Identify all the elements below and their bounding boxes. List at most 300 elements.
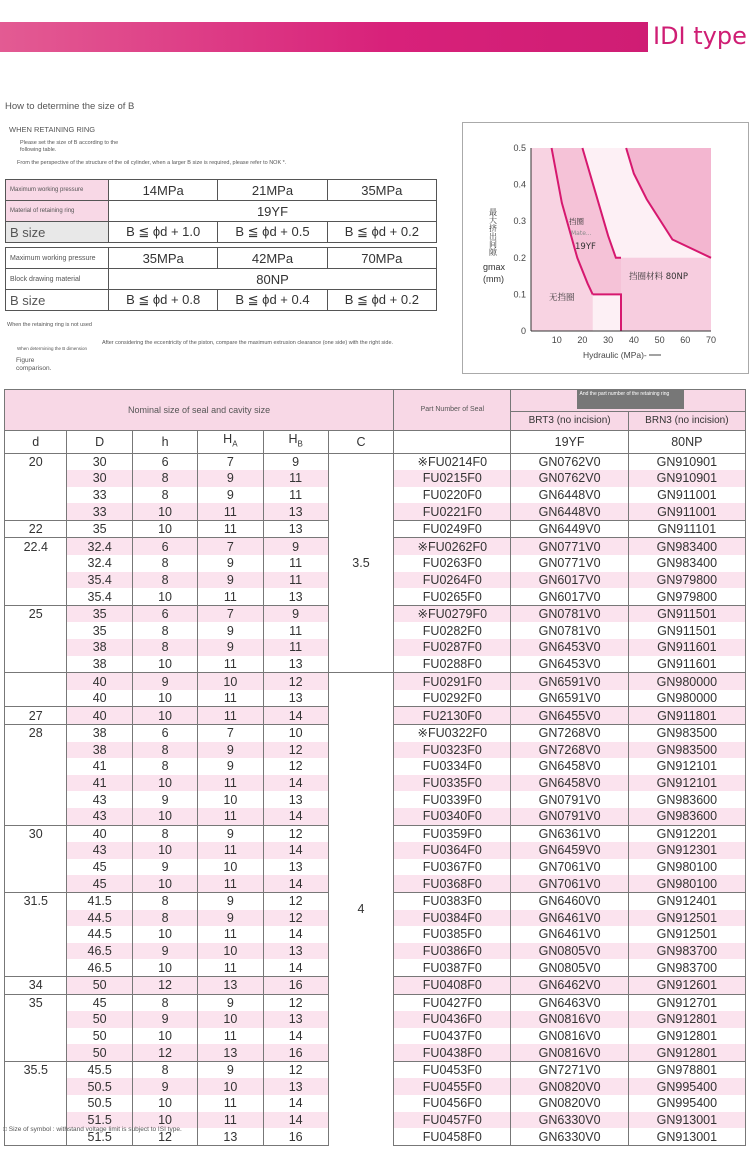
table-cell: 13 [263, 943, 328, 960]
table-cell: GN980100 [628, 875, 745, 892]
row-label: Maximum working pressure [6, 180, 109, 201]
table-cell: 10 [132, 808, 197, 825]
table-cell: 45 [67, 994, 132, 1011]
table-cell: 8 [132, 639, 197, 656]
d-cell: 35.5 [5, 1061, 67, 1078]
table-cell: 10 [132, 707, 197, 725]
table-cell: 12 [132, 1128, 197, 1145]
table-cell: GN979800 [628, 588, 745, 605]
d-cell: 22 [5, 520, 67, 538]
d-cell [5, 943, 67, 960]
table-cell: 45 [67, 859, 132, 876]
table-cell: GN910901 [628, 453, 745, 470]
pressure-cell: 14MPa [109, 180, 218, 201]
table-cell: GN0805V0 [511, 959, 628, 976]
material-cell: 80NP [109, 269, 437, 290]
table-cell: GN912601 [628, 976, 745, 994]
table-cell: 12 [263, 825, 328, 842]
table-cell: 9 [198, 758, 263, 775]
table-cell: GN6448V0 [511, 503, 628, 520]
table-cell: GN912501 [628, 910, 745, 927]
table-cell: GN0781V0 [511, 605, 628, 622]
table-cell: 9 [263, 538, 328, 555]
table-cell: GN6449V0 [511, 520, 628, 538]
table-cell: GN978801 [628, 1061, 745, 1078]
table-cell: 11 [198, 503, 263, 520]
table-cell: 14 [263, 875, 328, 892]
table-cell: 14 [263, 707, 328, 725]
table-cell: 44.5 [67, 910, 132, 927]
table-cell: 8 [132, 742, 197, 759]
table-cell: 9 [132, 943, 197, 960]
table-cell: GN983600 [628, 808, 745, 825]
table-cell: GN6460V0 [511, 892, 628, 909]
table-cell: GN0771V0 [511, 555, 628, 572]
table-cell: GN6330V0 [511, 1128, 628, 1145]
table-cell: FU0215F0 [394, 470, 511, 487]
retaining-ring-header [511, 390, 746, 412]
table-cell: 13 [198, 1044, 263, 1061]
d-cell [5, 503, 67, 520]
table-cell: 9 [198, 487, 263, 504]
d-cell: 35 [5, 994, 67, 1011]
table-cell: GN0816V0 [511, 1011, 628, 1028]
table-cell: GN911801 [628, 707, 745, 725]
table-cell: GN0805V0 [511, 943, 628, 960]
table-cell: FU0438F0 [394, 1044, 511, 1061]
table-cell: GN911101 [628, 520, 745, 538]
row-label: B size [6, 290, 109, 311]
table-cell: GN0762V0 [511, 453, 628, 470]
d-cell [5, 1078, 67, 1095]
d-cell: 31.5 [5, 892, 67, 909]
table-cell: GN6459V0 [511, 842, 628, 859]
table-cell: 32.4 [67, 538, 132, 555]
table-cell: 30 [67, 470, 132, 487]
part-col-empty [394, 431, 511, 454]
table-cell: 11 [198, 1112, 263, 1129]
table-cell: 11 [198, 775, 263, 792]
table-row [5, 673, 746, 690]
table-cell: 11 [198, 588, 263, 605]
table-cell: FU0339F0 [394, 791, 511, 808]
table-cell: 12 [132, 976, 197, 994]
table-cell: GN980000 [628, 690, 745, 707]
table-cell: GN912401 [628, 892, 745, 909]
table-cell: 12 [263, 673, 328, 690]
label-80np: 挡圈材料 80NP [629, 272, 689, 282]
d-cell: 30 [5, 825, 67, 842]
x-axis-label: Hydraulic (MPa)- [583, 350, 647, 360]
table-cell: 11 [198, 959, 263, 976]
table-cell: 9 [198, 622, 263, 639]
row-label: Block drawing material [6, 269, 109, 290]
d-cell: 22.4 [5, 538, 67, 555]
table-cell: 8 [132, 910, 197, 927]
d-cell [5, 470, 67, 487]
table-cell: 38 [67, 742, 132, 759]
x-tick-label: 20 [577, 335, 588, 345]
table-cell: 8 [132, 470, 197, 487]
table-cell: FU0334F0 [394, 758, 511, 775]
y-axis-unit: (mm) [483, 274, 504, 284]
table-cell: 10 [132, 588, 197, 605]
table-cell: 9 [198, 910, 263, 927]
table-cell: 6 [132, 725, 197, 742]
table-cell: GN995400 [628, 1095, 745, 1112]
y-tick-label: 0.2 [513, 252, 526, 263]
table-cell: 9 [198, 1061, 263, 1078]
pressure-cell: 70MPa [327, 248, 436, 269]
table-cell: FU0436F0 [394, 1011, 511, 1028]
table-cell: GN6458V0 [511, 775, 628, 792]
table-cell: 50 [67, 1044, 132, 1061]
b-size-table-19yf [5, 179, 437, 243]
table-cell: 38 [67, 639, 132, 656]
d-cell [5, 926, 67, 943]
table-cell: 35 [67, 622, 132, 639]
table-cell: 33 [67, 487, 132, 504]
table-cell: 14 [263, 1028, 328, 1045]
table-cell: 9 [263, 605, 328, 622]
table-cell: 10 [198, 791, 263, 808]
table-cell: 12 [263, 910, 328, 927]
table-cell: GN6017V0 [511, 588, 628, 605]
table-cell: 9 [132, 859, 197, 876]
table-cell: FU0456F0 [394, 1095, 511, 1112]
table-cell: GN0791V0 [511, 808, 628, 825]
table-cell: 9 [132, 1078, 197, 1095]
d-cell [5, 487, 67, 504]
table-cell: FU0383F0 [394, 892, 511, 909]
x-tick-label: 60 [680, 335, 691, 345]
col-C: C [328, 431, 393, 454]
table-cell: 30 [67, 453, 132, 470]
table-cell: 13 [198, 976, 263, 994]
note-text: When determining the B dimension [17, 346, 88, 351]
table-cell: 51.5 [67, 1128, 132, 1145]
table-cell: 13 [263, 690, 328, 707]
d-cell [5, 1028, 67, 1045]
c-value: 4 [328, 673, 393, 1146]
table-cell: GN0781V0 [511, 622, 628, 639]
table-cell: 11 [198, 842, 263, 859]
table-cell: 33 [67, 503, 132, 520]
nominal-size-header: Nominal size of seal and cavity size [5, 390, 394, 431]
d-cell [5, 758, 67, 775]
table-cell: 9 [198, 470, 263, 487]
section-subtitle: WHEN RETAINING RING [9, 125, 96, 134]
note-text: From the perspective of the structure of the oil cylinder, when a larger B size is required, please refer to NOK *. [17, 160, 287, 166]
material-cell: 19YF [109, 201, 437, 222]
note-text: Please set the size of B according to the following table. [20, 140, 119, 153]
part-number-header: Part Number of Seal [394, 390, 511, 431]
table-cell: FU0455F0 [394, 1078, 511, 1095]
table-cell: 11 [198, 656, 263, 673]
pressure-cell: 21MPa [218, 180, 327, 201]
brt3-header: BRT3 (no incision) [511, 411, 628, 430]
table-cell: 10 [198, 673, 263, 690]
table-cell: 10 [263, 725, 328, 742]
table-cell: FU0323F0 [394, 742, 511, 759]
table-cell: 11 [198, 520, 263, 538]
table-cell: 10 [132, 875, 197, 892]
extrusion-chart [462, 122, 749, 374]
table-cell: 8 [132, 1061, 197, 1078]
table-cell: 13 [263, 656, 328, 673]
table-cell: 10 [132, 503, 197, 520]
d-cell [5, 673, 67, 690]
pressure-cell: 35MPa [327, 180, 436, 201]
label-material: Mate... [571, 230, 592, 237]
table-cell: GN911501 [628, 605, 745, 622]
table-cell: FU2130F0 [394, 707, 511, 725]
table-cell: 9 [198, 994, 263, 1011]
table-cell: FU0364F0 [394, 842, 511, 859]
table-cell: FU0385F0 [394, 926, 511, 943]
table-cell: 11 [198, 1028, 263, 1045]
table-cell: FU0457F0 [394, 1112, 511, 1129]
pressure-cell: 35MPa [109, 248, 218, 269]
table-cell: GN983500 [628, 742, 745, 759]
table-cell: FU0335F0 [394, 775, 511, 792]
table-cell: GN6461V0 [511, 910, 628, 927]
d-cell [5, 791, 67, 808]
table-cell: 43 [67, 791, 132, 808]
col-d: d [5, 431, 67, 454]
table-cell: 10 [132, 520, 197, 538]
table-cell: 10 [198, 943, 263, 960]
table-cell: 12 [263, 758, 328, 775]
table-cell: 45 [67, 875, 132, 892]
label-19yf: 19YF [575, 242, 596, 252]
pressure-cell: 42MPa [218, 248, 327, 269]
table-cell: 32.4 [67, 555, 132, 572]
bsize-cell: B ≦ ϕd + 0.2 [327, 222, 436, 243]
d-cell [5, 622, 67, 639]
table-cell: GN912801 [628, 1044, 745, 1061]
row-label: Maximum working pressure [6, 248, 109, 269]
table-cell: 35 [67, 520, 132, 538]
col-HB: $H_B$ [263, 431, 328, 454]
table-cell: GN6463V0 [511, 994, 628, 1011]
d-cell: 34 [5, 976, 67, 994]
table-cell: 40 [67, 707, 132, 725]
table-cell: FU0249F0 [394, 520, 511, 538]
table-cell: ※FU0322F0 [394, 725, 511, 742]
table-cell: FU0287F0 [394, 639, 511, 656]
note-text: Figure comparison. [16, 357, 52, 372]
row-label: Material of retaining ring [6, 201, 109, 222]
table-cell: 10 [132, 690, 197, 707]
table-cell: GN912301 [628, 842, 745, 859]
table-cell: GN911601 [628, 656, 745, 673]
col-19yf: 19YF [511, 431, 628, 454]
table-cell: FU0368F0 [394, 875, 511, 892]
table-cell: 11 [198, 1095, 263, 1112]
table-cell: 10 [198, 859, 263, 876]
table-cell: FU0384F0 [394, 910, 511, 927]
table-cell: 38 [67, 656, 132, 673]
table-cell: GN6017V0 [511, 572, 628, 589]
d-cell: 27 [5, 707, 67, 725]
table-cell: 14 [263, 1095, 328, 1112]
table-cell: 44.5 [67, 926, 132, 943]
table-cell: 10 [132, 842, 197, 859]
table-cell: GN7061V0 [511, 875, 628, 892]
table-cell: 38 [67, 725, 132, 742]
table-cell: 35 [67, 605, 132, 622]
table-cell: 8 [132, 487, 197, 504]
table-cell: 11 [263, 622, 328, 639]
table-cell: GN995400 [628, 1078, 745, 1095]
table-cell: GN6453V0 [511, 639, 628, 656]
y-tick-label: 0 [520, 326, 526, 336]
table-cell: GN6458V0 [511, 758, 628, 775]
table-cell: 10 [198, 1011, 263, 1028]
table-cell: 50.5 [67, 1078, 132, 1095]
table-cell: GN912701 [628, 994, 745, 1011]
table-cell: FU0387F0 [394, 959, 511, 976]
table-cell: 9 [198, 825, 263, 842]
d-cell [5, 1011, 67, 1028]
section-title: How to determine the size of B [5, 101, 135, 112]
table-cell: 10 [132, 1095, 197, 1112]
table-cell: GN912801 [628, 1011, 745, 1028]
table-cell: 11 [263, 555, 328, 572]
table-cell: GN913001 [628, 1112, 745, 1129]
table-cell: GN0820V0 [511, 1078, 628, 1095]
x-tick-label: 30 [603, 335, 614, 345]
d-cell [5, 775, 67, 792]
table-cell: 11 [263, 487, 328, 504]
table-cell: GN912801 [628, 1028, 745, 1045]
table-cell: GN6361V0 [511, 825, 628, 842]
table-cell: FU0263F0 [394, 555, 511, 572]
d-cell [5, 1044, 67, 1061]
table-cell: 16 [263, 1044, 328, 1061]
table-cell: 10 [132, 775, 197, 792]
table-cell: 13 [263, 1011, 328, 1028]
table-cell: GN979800 [628, 572, 745, 589]
table-cell: 11 [263, 639, 328, 656]
d-cell [5, 959, 67, 976]
table-cell: GN0771V0 [511, 538, 628, 555]
table-cell: GN983700 [628, 959, 745, 976]
bsize-cell: B ≦ ϕd + 0.4 [218, 290, 327, 311]
table-cell: GN6448V0 [511, 487, 628, 504]
table-cell: 10 [198, 1078, 263, 1095]
table-cell: 50.5 [67, 1095, 132, 1112]
table-cell: 9 [198, 639, 263, 656]
note-text: When the retaining ring is not used [7, 322, 92, 328]
table-cell: FU0386F0 [394, 943, 511, 960]
header-bar [0, 22, 648, 52]
table-cell: GN911501 [628, 622, 745, 639]
y-tick-label: 0.5 [513, 143, 526, 153]
table-cell: 8 [132, 622, 197, 639]
y-tick-label: 0.3 [513, 216, 526, 227]
table-cell: 14 [263, 775, 328, 792]
table-cell: 13 [263, 859, 328, 876]
table-cell: 12 [263, 892, 328, 909]
table-cell: 8 [132, 825, 197, 842]
table-cell: GN6462V0 [511, 976, 628, 994]
row-label: B size [6, 222, 109, 243]
table-cell: GN913001 [628, 1128, 745, 1145]
table-cell: 8 [132, 555, 197, 572]
table-cell: 11 [263, 572, 328, 589]
table-cell: FU0359F0 [394, 825, 511, 842]
table-cell: 6 [132, 605, 197, 622]
bsize-cell: B ≦ ϕd + 0.2 [327, 290, 436, 311]
d-cell [5, 875, 67, 892]
table-cell: 12 [263, 1061, 328, 1078]
table-cell: 11 [198, 875, 263, 892]
chart-svg [463, 123, 748, 373]
table-cell: 14 [263, 808, 328, 825]
table-cell: 8 [132, 994, 197, 1011]
table-cell: 10 [132, 1112, 197, 1129]
table-cell: 40 [67, 690, 132, 707]
col-80np: 80NP [628, 431, 745, 454]
x-tick-label: 40 [628, 335, 639, 345]
table-cell: GN7271V0 [511, 1061, 628, 1078]
d-cell: 25 [5, 605, 67, 622]
d-cell: 20 [5, 453, 67, 470]
table-cell: 46.5 [67, 943, 132, 960]
x-tick-label: 70 [705, 335, 717, 345]
table-cell: GN983500 [628, 725, 745, 742]
table-cell: GN6453V0 [511, 656, 628, 673]
table-cell: FU0288F0 [394, 656, 511, 673]
table-cell: 16 [263, 976, 328, 994]
table-cell: 9 [198, 742, 263, 759]
d-cell [5, 1095, 67, 1112]
table-cell: 50 [67, 1011, 132, 1028]
x-tick-label: 50 [654, 335, 665, 345]
table-cell: FU0292F0 [394, 690, 511, 707]
y-axis-label: 最大挤出间隙 [488, 208, 498, 256]
table-cell: 41.5 [67, 892, 132, 909]
table-cell: 9 [198, 572, 263, 589]
note-text: After considering the eccentricity of the piston, compare the maximum extrusion clearance (one side) with the right side. [102, 340, 394, 346]
table-cell: 12 [132, 1044, 197, 1061]
table-cell: FU0265F0 [394, 588, 511, 605]
table-cell: FU0220F0 [394, 487, 511, 504]
d-cell [5, 690, 67, 707]
d-cell: 28 [5, 725, 67, 742]
bsize-cell: B ≦ ϕd + 0.5 [218, 222, 327, 243]
y-tick-label: 0.1 [513, 289, 526, 300]
table-cell: GN912201 [628, 825, 745, 842]
table-cell: FU0437F0 [394, 1028, 511, 1045]
d-cell [5, 555, 67, 572]
table-cell: GN911001 [628, 503, 745, 520]
table-cell: FU0453F0 [394, 1061, 511, 1078]
table-cell: GN0820V0 [511, 1095, 628, 1112]
table-cell: 10 [132, 926, 197, 943]
table-cell: 13 [263, 588, 328, 605]
label-ring: 挡圈 [569, 217, 584, 226]
table-cell: GN983400 [628, 555, 745, 572]
table-cell: ※FU0279F0 [394, 605, 511, 622]
table-cell: FU0367F0 [394, 859, 511, 876]
table-cell: 41 [67, 775, 132, 792]
table-cell: 7 [198, 453, 263, 470]
table-cell: 45.5 [67, 1061, 132, 1078]
d-cell [5, 859, 67, 876]
